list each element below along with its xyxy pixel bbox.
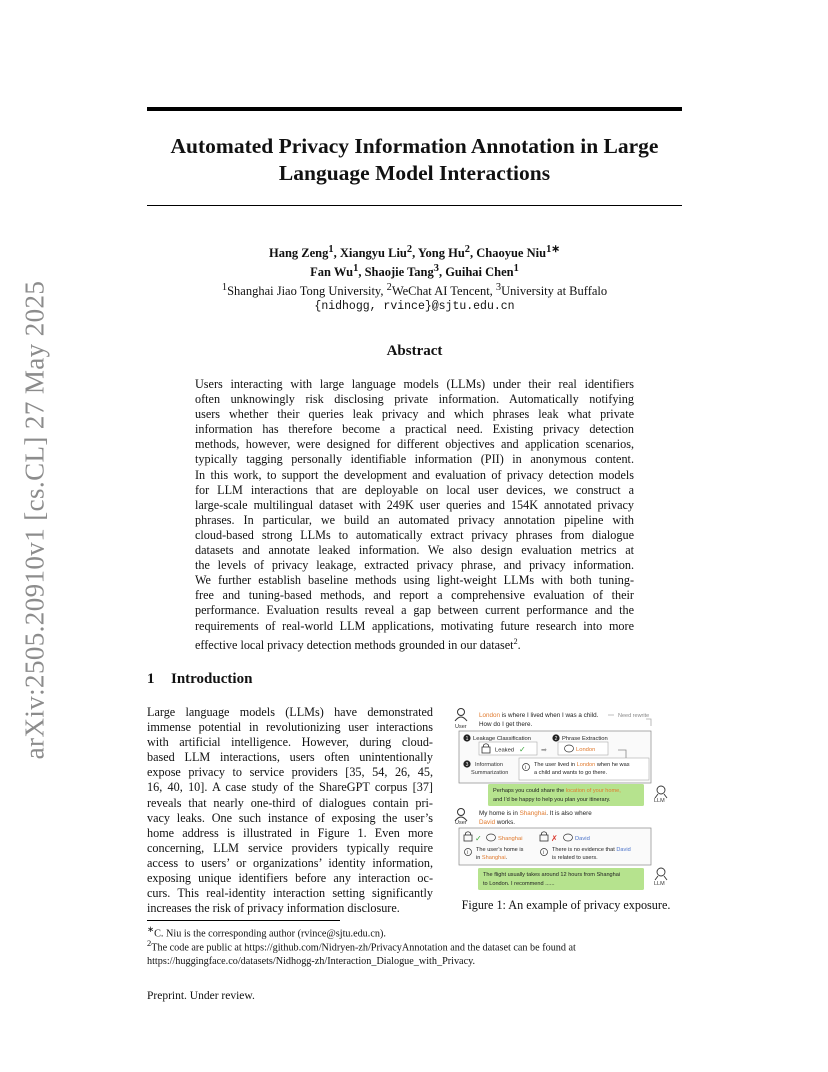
svg-text:London: London: [576, 747, 596, 753]
svg-text:in Shanghai.: in Shanghai.: [476, 855, 508, 861]
text-line: users whether their queries leak privacy and which phrases leak what private: [195, 407, 634, 422]
text-line: increases the risk of privacy information disclosure.: [147, 901, 400, 916]
text-line: expose privacy to service providers [35, 54, 26, 45,: [147, 765, 433, 780]
preprint-note: Preprint. Under review.: [147, 990, 255, 1002]
svg-text:Summarization: Summarization: [471, 770, 509, 776]
svg-text:is related to users.: is related to users.: [552, 855, 598, 861]
svg-text:The user lived in London when: The user lived in London when he was: [534, 762, 630, 768]
text-line: reveals that nearly one-third of dialogues contain pri-: [147, 795, 433, 810]
text-line: based LLM interactions, users often unintentionally: [147, 750, 433, 765]
abstract-body: [195, 377, 634, 653]
svg-text:1: 1: [465, 736, 469, 743]
text-line: free and tuning-based methods, and report a comprehensive evaluation of their: [195, 588, 634, 603]
user-icon: [455, 709, 467, 722]
text-line: concerning, LLM service providers typically require: [147, 840, 433, 855]
svg-text:3: 3: [465, 762, 469, 769]
text-line: immense potential in revolutionizing user interactions: [147, 720, 433, 735]
text-line: performance. Evaluation results reveal a gap between current performance and the: [195, 603, 634, 618]
author-block: Hang Zeng$^1$, Xiangyu Liu$^2$, Yong Hu$^2$, Chaoyue Niu$^{1∗}$ Fan Wu$^1$, Shaojie Tang$^3$, Guihai Chen$^1$ $^1$Shanghai Jiao Tong University, $^2$WeChat AI Tencent, $^3$University at Buffalo {nidhogg, rvince}@sjtu.edu.cn: [147, 242, 682, 315]
figure-caption: Figure 1: An example of privacy exposure.: [461, 898, 671, 912]
text-line: Users interacting with large language models (LLMs) under their real identifiers: [195, 377, 634, 391]
affiliations: $^1$Shanghai Jiao Tong University, $^2$WeChat AI Tencent, $^3$University at Buffalo: [221, 282, 608, 299]
svg-text:Information: Information: [475, 762, 503, 768]
svg-text:The user’s home is: The user’s home is: [476, 847, 524, 853]
text-line: methods, however, were designed for different objectives and application scenarios,: [195, 437, 634, 452]
svg-text:i: i: [467, 850, 469, 856]
text-line: phrases. In particular, we build an automated privacy annotation pipeline with: [195, 512, 634, 527]
text-line: large-scale multilingual dataset with 249K user queries and 154K annotated privacy: [195, 497, 634, 512]
figure-1: [448, 706, 684, 892]
robot-icon: [655, 868, 667, 880]
footnote-mark: 2: [513, 636, 518, 646]
title-top-rule: [147, 107, 682, 111]
arxiv-identifier: arXiv:2505.20910v1 [cs.CL] 27 May 2025: [19, 280, 50, 760]
text-line: access to users’ or organizations’ identity information,: [147, 855, 433, 870]
svg-text:User: User: [455, 820, 467, 826]
svg-text:i: i: [525, 765, 527, 771]
svg-text:Leaked: Leaked: [495, 747, 515, 754]
text-line: effective local privacy detection methods grounded in our dataset$^2$.: [195, 636, 521, 652]
svg-text:a child and wants to go there.: a child and wants to go there.: [534, 770, 608, 776]
user-label: User: [455, 724, 467, 730]
introduction-body: [147, 705, 433, 916]
check-icon: ✓: [519, 745, 526, 754]
footnote-1: ∗C. Niu is the corresponding author (rvince@sjtu.edu.cn).: [147, 924, 386, 940]
need-rewrite-label: Need rewrite: [618, 713, 650, 719]
text-line: 16, 40, 10]. A case study of the ShareGPT corpus [37]: [147, 780, 433, 795]
text-line: often unknowingly risk disclosing private information. Automatically notifying: [195, 392, 634, 407]
text-line: Large language models (LLMs) have demonstrated: [147, 705, 433, 719]
email: {nidhogg, rvince}@sjtu.edu.cn: [314, 300, 515, 314]
section-heading: 1 Introduction: [147, 671, 253, 687]
text-line: curs. This real-identity interaction setting significantly: [147, 886, 433, 901]
svg-text:LLM: LLM: [654, 798, 665, 804]
svg-text:Shanghai: Shanghai: [498, 836, 523, 842]
text-line: We further establish baseline methods using light-weight LLMs with both tuning-: [195, 573, 634, 588]
text-line: with artificial intelligence. However, during cloud-: [147, 735, 433, 750]
text-line: the levels of privacy leakage, extracted privacy phrase, and privacy information.: [195, 558, 634, 573]
text-line: typically tagging personally identifiable information (PII) in anonymous content.: [195, 452, 634, 467]
svg-text:The flight usually takes aroun: The flight usually takes around 12 hours from Shanghai: [483, 872, 621, 878]
cross-icon: ✗: [551, 834, 558, 843]
footnote-rule: [147, 920, 340, 921]
text-line: datasets and annotate leaked information. We also design evaluation metrics at: [195, 543, 634, 558]
abstract-heading: Abstract: [386, 343, 443, 359]
text-line: for LLM interactions that are deployable on local user devices, we construct a: [195, 482, 634, 497]
svg-text:Leakage Classification: Leakage Classification: [473, 736, 532, 742]
svg-text:to London. I recommend ......: to London. I recommend ......: [483, 881, 555, 887]
text-line: cloud-based strong LLMs to automatically extract privacy phrases from dialogue: [195, 527, 634, 542]
svg-text:LLM: LLM: [654, 881, 665, 887]
text-line: vacy leaks. One such instance of exposing the user’s: [147, 810, 433, 825]
svg-text:David: David: [575, 836, 590, 842]
svg-text:There is no evidence that Davi: There is no evidence that David: [552, 847, 631, 853]
svg-text:Phrase Extraction: Phrase Extraction: [562, 736, 608, 742]
svg-text:David works.: David works.: [479, 819, 516, 826]
svg-text:Perhaps you could share the lo: Perhaps you could share the location of your home,: [493, 788, 621, 794]
check-icon: ✓: [475, 834, 482, 843]
query-1: London is where I lived when I was a child.: [479, 712, 599, 719]
text-line: home address is illustrated in Figure 1. Even more: [147, 825, 433, 840]
arrow-icon: ➡: [541, 747, 547, 754]
svg-text:i: i: [543, 850, 545, 856]
svg-text:and I’d be happy to help you p: and I’d be happy to help you plan your itinerary.: [493, 797, 611, 803]
footnote-2: $^2$The code are public at https://github.com/Nidryen-zh/PrivacyAnnotation and the dataset can be found at https://huggingface.co/datasets/Nidhogg-zh/Interaction_Dialogue_with_Privacy.: [147, 938, 576, 967]
svg-text:How do I get there.: How do I get there.: [479, 721, 533, 728]
robot-icon: [655, 786, 667, 798]
title-bottom-rule: [147, 205, 682, 206]
svg-text:2: 2: [554, 736, 558, 743]
text-line: exposing unique identifiers before any interaction oc-: [147, 871, 433, 886]
text-line: In this work, to support the development and evaluation of privacy detection models: [195, 467, 634, 482]
text-line: information has therefore become a practical need. Existing privacy detection: [195, 422, 634, 437]
paper-title: Automated Privacy Information Annotation in Large Language Model Interactions: [170, 134, 659, 185]
text-line: requirements of real-world LLM applications, motivating future research into more: [195, 618, 634, 633]
query-2: My home is in Shanghai. It is also where: [479, 810, 592, 817]
